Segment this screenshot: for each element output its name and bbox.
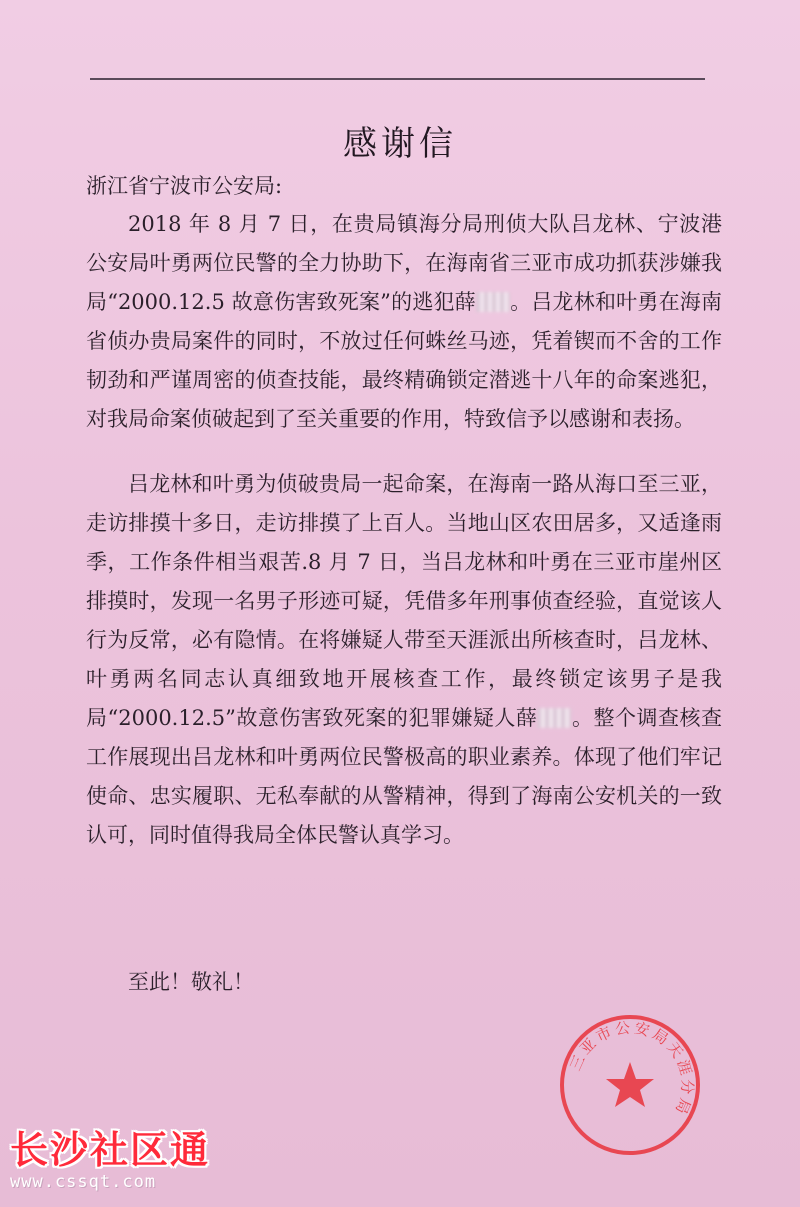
paragraph-2-part-b: 。整个调查核查工作展现出吕龙林和叶勇两位民警极高的职业素养。体现了他们牢记使命、忠实履职、无私奉献的从警精神，得到了海南公安机关的一致认可，同时值得我局全体民警认真学习。 bbox=[86, 706, 722, 847]
letter-closing: 至此！敬礼！ bbox=[128, 970, 254, 994]
letter-body bbox=[86, 205, 722, 881]
redacted-name bbox=[537, 708, 571, 728]
star-icon bbox=[606, 1062, 654, 1107]
official-seal-stamp bbox=[555, 1010, 705, 1160]
site-watermark bbox=[10, 1128, 230, 1192]
paragraph-2 bbox=[86, 465, 722, 855]
letter-salutation: 浙江省宁波市公安局: bbox=[86, 174, 283, 198]
paragraph-1-part-a: 2018 年 8 月 7 日，在贵局镇海分局刑侦大队吕龙林、宁波港公安局叶勇两位民警的全力协助下，在海南省三亚市成功抓获涉嫌我局“2000.12.5 故意伤害致死案”的逃犯薛 bbox=[86, 212, 722, 314]
watermark-url: www.cssqt.com bbox=[10, 1172, 157, 1192]
redacted-name bbox=[476, 292, 510, 312]
letter-title: 感谢信 bbox=[343, 124, 457, 164]
watermark-title: 长沙社区通 bbox=[10, 1128, 211, 1172]
paragraph-2-part-a: 吕龙林和叶勇为侦破贵局一起命案，在海南一路从海口至三亚，走访排摸十多日，走访排摸了上百人。当地山区农田居多，又适逢雨季，工作条件相当艰苦.8 月 7 日，当吕龙林和叶勇在三亚市崖州区排摸时，发现一名男子形迹可疑，凭借多年刑事侦查经验，直觉该人行为反常，必有隐情。在将嫌疑人带至天涯派出所核查时，吕龙林、叶勇两名同志认真细致地开展核查工作，最终锁定该男子是我局“2000.12.5”故意伤害致死案的犯罪嫌疑人薛 bbox=[86, 472, 722, 730]
paragraph-1-part-b: 。吕龙林和叶勇在海南省侦办贵局案件的同时，不放过任何蛛丝马迹，凭着锲而不舍的工作韧劲和严谨周密的侦查技能，最终精确锁定潜逃十八年的命案逃犯，对我局命案侦破起到了至关重要的作用，特致信予以感谢和表扬。 bbox=[86, 290, 722, 431]
paragraph-1 bbox=[86, 205, 722, 439]
header-rule bbox=[90, 78, 705, 80]
seal-text: 三亚市公安局天涯分局 bbox=[566, 1018, 697, 1120]
